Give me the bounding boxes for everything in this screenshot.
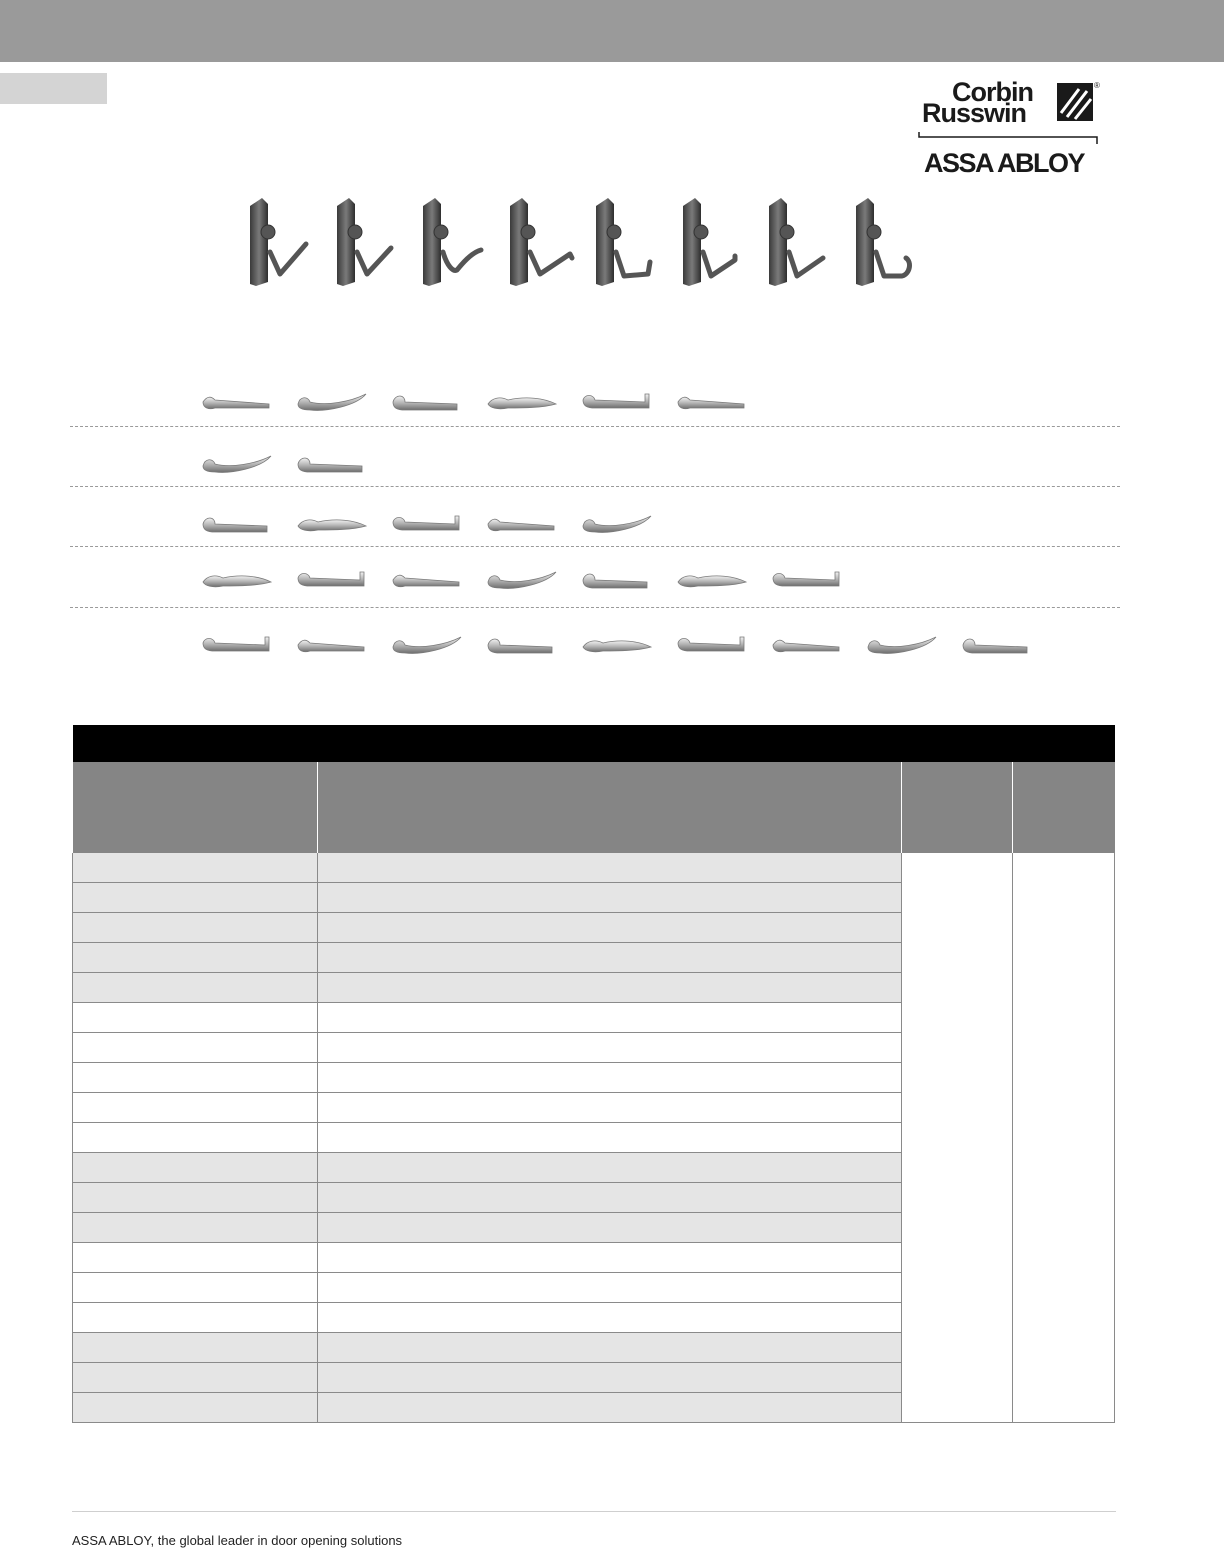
lever-handle-icon <box>771 635 843 657</box>
table-cell-description <box>318 1243 902 1273</box>
table-cell-model <box>73 1093 318 1123</box>
table-cell-description <box>318 1273 902 1303</box>
table-cell-model <box>73 1303 318 1333</box>
table-cell-description <box>318 1183 902 1213</box>
header-cell-1 <box>73 762 318 853</box>
logo-stripes-icon <box>1057 83 1093 121</box>
table-cell-description <box>318 913 902 943</box>
lever-handle-icon <box>296 454 368 476</box>
lever-handle-icon <box>486 635 558 657</box>
table-cell-model <box>73 1123 318 1153</box>
table-cell-model <box>73 883 318 913</box>
lever-handle-icon <box>486 392 558 414</box>
table-cell-description <box>318 1093 902 1123</box>
lever-row-1 <box>70 376 1120 427</box>
table-row <box>73 853 1115 883</box>
table-cell-model <box>73 1273 318 1303</box>
lever-handle-icon <box>296 392 368 414</box>
lever-handle-icon <box>201 514 273 536</box>
corbin-russwin-logo <box>918 78 1100 182</box>
table-cell-model <box>73 1333 318 1363</box>
table-cell-model <box>73 1213 318 1243</box>
lever-handle-icon <box>486 570 558 592</box>
logo-wordmark-russwin: Russwin <box>922 98 1027 128</box>
table-cell-description <box>318 1153 902 1183</box>
table-cell-model <box>73 1363 318 1393</box>
lever-row-5 <box>70 607 1120 669</box>
lever-handle-icon <box>201 570 273 592</box>
table-cell-model <box>73 1003 318 1033</box>
table-cell-description <box>318 1063 902 1093</box>
table-cell-merged-3 <box>902 853 1013 1423</box>
lever-row-2 <box>70 426 1120 487</box>
table-cell-model <box>73 1393 318 1423</box>
lever-handle-icon <box>391 635 463 657</box>
spec-table <box>72 725 1115 1423</box>
section-tab <box>0 73 107 104</box>
table-cell-model <box>73 1153 318 1183</box>
lever-handle-icon <box>391 514 463 536</box>
lever-trim-with-cylinder-icon <box>673 196 753 288</box>
lever-handle-icon <box>201 635 273 657</box>
table-cell-description <box>318 1393 902 1423</box>
lever-row-3 <box>70 486 1120 547</box>
lever-trim-with-cylinder-icon <box>500 196 580 288</box>
lever-handle-icon <box>581 514 653 536</box>
spec-table-header <box>73 762 1115 853</box>
lever-handle-icon <box>391 570 463 592</box>
lever-handle-icon <box>581 570 653 592</box>
table-cell-description <box>318 883 902 913</box>
table-cell-description <box>318 1033 902 1063</box>
table-cell-description <box>318 1363 902 1393</box>
lever-handle-icon <box>486 514 558 536</box>
lever-handle-icon <box>201 392 273 414</box>
lever-handle-icon <box>296 570 368 592</box>
lever-handle-icon <box>676 635 748 657</box>
lever-trim-with-cylinder-icon <box>240 196 320 288</box>
lever-handle-icon <box>296 635 368 657</box>
header-band <box>0 0 1224 62</box>
table-cell-description <box>318 1003 902 1033</box>
table-cell-model <box>73 913 318 943</box>
lever-handle-icon <box>581 635 653 657</box>
table-cell-model <box>73 973 318 1003</box>
header-cell-4 <box>1013 762 1115 853</box>
trim-image-row <box>240 196 920 288</box>
footer-divider <box>72 1511 1116 1512</box>
table-cell-model <box>73 853 318 883</box>
table-cell-model <box>73 943 318 973</box>
table-cell-description <box>318 1303 902 1333</box>
lever-handle-icon <box>296 514 368 536</box>
lever-trim-with-cylinder-icon <box>846 196 926 288</box>
lever-handle-icon <box>676 392 748 414</box>
table-cell-model <box>73 1033 318 1063</box>
table-cell-description <box>318 853 902 883</box>
lever-row-4 <box>70 546 1120 608</box>
lever-handle-icon <box>391 392 463 414</box>
footer-tagline: ASSA ABLOY, the global leader in door opening solutions <box>72 1533 403 1548</box>
table-cell-description <box>318 1123 902 1153</box>
lever-handle-icon <box>676 570 748 592</box>
table-cell-description <box>318 973 902 1003</box>
registered-mark: ® <box>1094 81 1100 90</box>
lever-handle-icon <box>961 635 1033 657</box>
logo-wordmark-corbin: Corbin <box>952 77 1033 107</box>
table-cell-model <box>73 1063 318 1093</box>
lever-handle-icon <box>201 454 273 476</box>
table-cell-model <box>73 1243 318 1273</box>
header-cell-2 <box>318 762 902 853</box>
header-cell-3 <box>902 762 1013 853</box>
table-cell-merged-4 <box>1013 853 1115 1423</box>
lever-handle-icon <box>771 570 843 592</box>
assa-abloy-wordmark: ASSA ABLOY <box>924 148 1085 178</box>
lever-trim-with-cylinder-icon <box>327 196 407 288</box>
table-cell-description <box>318 943 902 973</box>
table-cell-description <box>318 1333 902 1363</box>
lever-trim-with-cylinder-icon <box>586 196 666 288</box>
lever-handle-icon <box>866 635 938 657</box>
logo-bracket-line <box>918 132 1098 144</box>
table-cell-model <box>73 1183 318 1213</box>
lever-trim-with-cylinder-icon <box>759 196 839 288</box>
spec-table-title <box>73 725 1115 762</box>
lever-handle-icon <box>581 392 653 414</box>
table-cell-description <box>318 1213 902 1243</box>
lever-trim-with-cylinder-icon <box>413 196 493 288</box>
